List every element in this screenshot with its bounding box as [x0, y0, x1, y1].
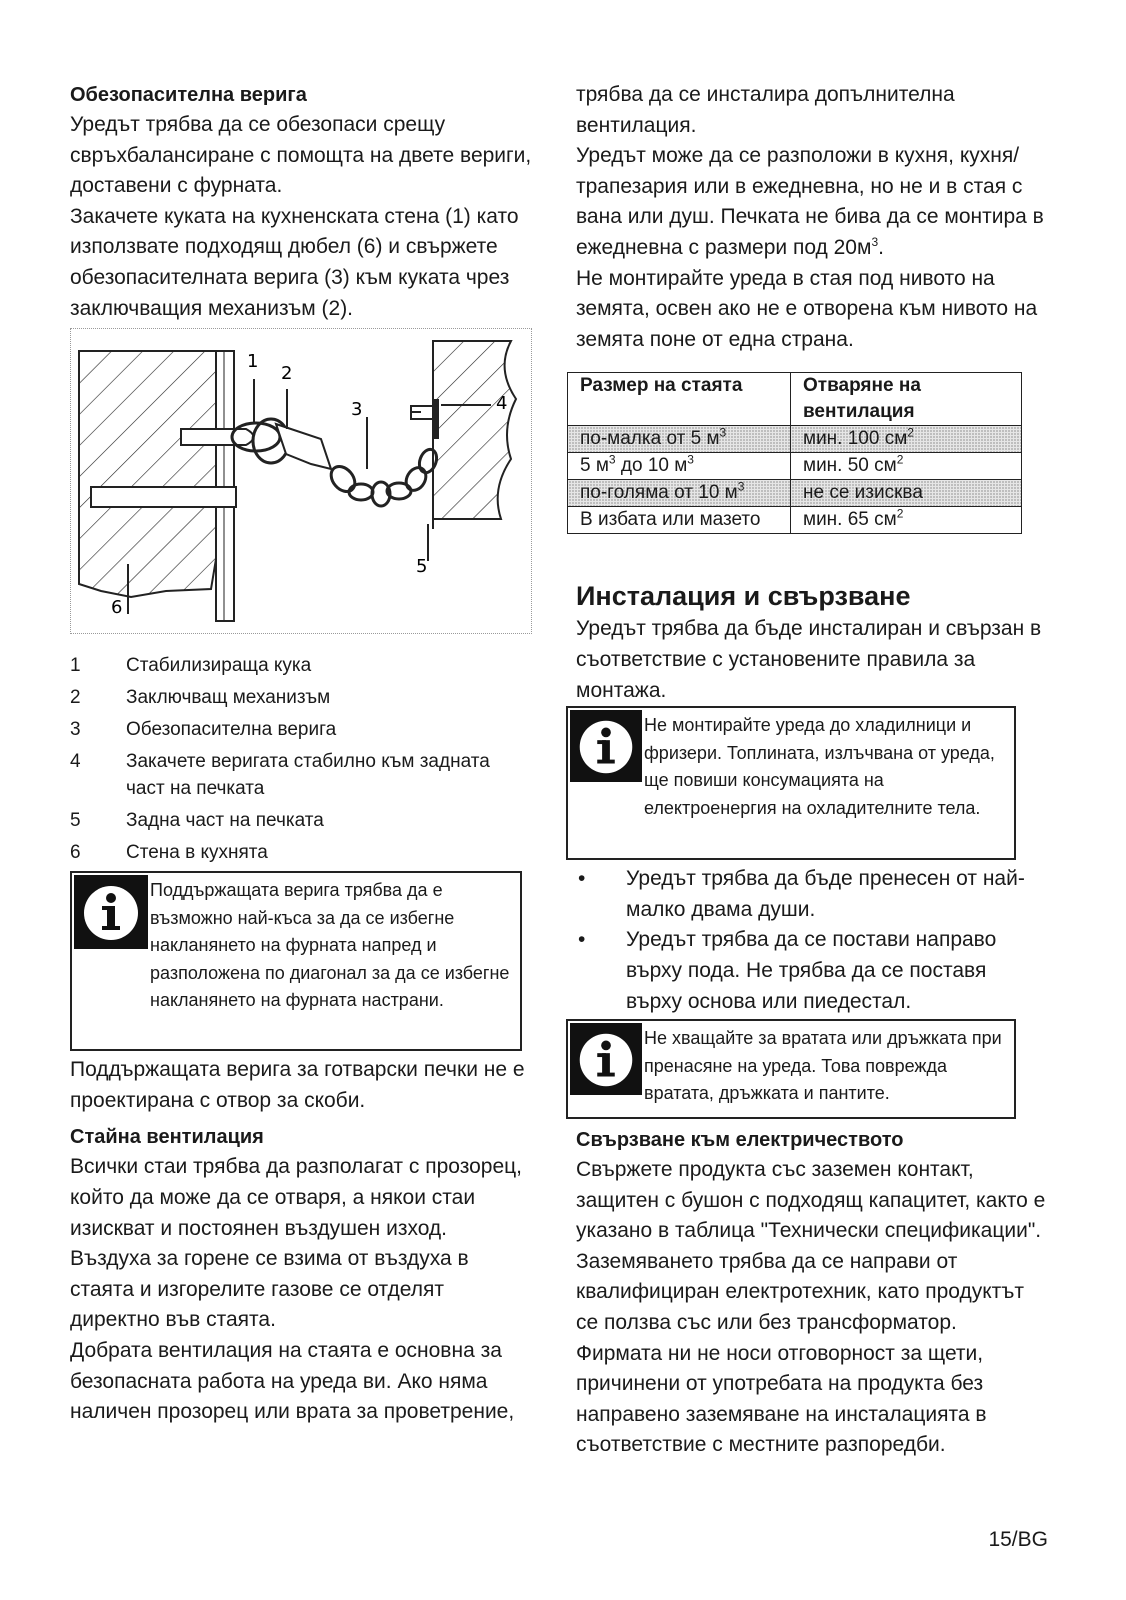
table-row — [568, 426, 1022, 453]
bullet-text: Уредът трябва да се постави направо върху пода. Не трябва да се поставя върху основа или пиедестал. — [626, 928, 997, 1013]
paragraph: Закачете куката на кухненската стена (1) като използвате подходящ дюбел (6) и свържете обезопасителната верига (3) към куката чрез заключващия механизъм (2). — [70, 204, 519, 320]
heading-installation: Инсталация и свързване — [576, 581, 911, 612]
paragraph: Свържете продукта със заземен контакт, защитен с бушон с подходящ капацитет, както е указано в таблица "Технически спецификации". Заземяването трябва да се направи от квалифициран електротехник, като продуктът се ползва със или без трансформатор. Фирмата ни не носи отговорност за щети, причинени от употребата на продукта без направено заземяване на инсталацията в съответствие с местните разпоредби. — [576, 1158, 1046, 1457]
table-row — [568, 507, 1022, 534]
legend-num: 3 — [70, 719, 81, 741]
table-cell: мин. 65 $см^2$ — [791, 507, 1022, 534]
paragraph: Всички стаи трябва да разполагат с прозорец, който да може да се отваря, а някои стаи изискват и постоянен въздушен изход. — [70, 1155, 522, 1240]
table-cell: В избата или мазето — [568, 507, 791, 534]
legend-num: 5 — [70, 810, 81, 832]
stove-back-shape — [433, 341, 516, 519]
heading-room-ventilation: Стайна вентилация — [70, 1126, 264, 1149]
legend-text: Задна част на печката — [126, 810, 324, 832]
fig-label-2: 2 — [281, 363, 293, 385]
info-box-chain — [70, 871, 522, 1051]
safety-chain-illustration — [71, 329, 531, 633]
table-row — [568, 453, 1022, 480]
table-cell: по-голяма от 10 $м^3$ — [568, 480, 791, 507]
info-icon — [570, 710, 642, 787]
info-box-door — [566, 1019, 1016, 1119]
info-icon — [74, 875, 148, 954]
dowel-shape — [91, 487, 236, 507]
legend-item — [70, 807, 532, 834]
left-column — [70, 80, 532, 1428]
paragraph: Уредът може да се разположи в кухня, кухня/трапезария или в ежедневна, но не и в стая с вана или душ. Печката не бива да се монтира в ежедневна с размери под $20м^3$. — [576, 144, 1044, 259]
table-header-row — [568, 373, 1022, 426]
info-text: Не монтирайте уреда до хладилници и фризери. Топлината, излъчвана от уреда, ще повиши консумацията на електроенергия на охладителните тела. — [644, 715, 995, 818]
heading-electrical-connection: Свързване към електричеството — [576, 1129, 904, 1152]
legend-text: Обезопасителна верига — [126, 719, 337, 741]
info-icon — [570, 1023, 642, 1100]
paragraph: Добрата вентилация на стаята е основна за безопасната работа на уреда ви. Ако няма наличен прозорец или врата за проветрение, — [70, 1338, 515, 1424]
legend-text: Стабилизираща кука — [126, 655, 312, 677]
paragraph: трябва да се инсталира допълнителна вентилация. — [576, 83, 955, 137]
lock-shape — [276, 424, 331, 469]
legend-text: Стена в кухнята — [126, 842, 268, 864]
right-column — [576, 80, 1046, 1461]
ventilation-table — [567, 372, 1022, 534]
fig-label-1: 1 — [247, 351, 259, 373]
fig-label-6: 6 — [111, 597, 123, 619]
kitchen-wall-shape — [79, 351, 216, 597]
info-text: Поддържащата верига трябва да е възможно най-къса за да се избегне накланянето на фурната напред и разположена по диагонал за да се избегне накланянето на фурната настрани. — [150, 880, 510, 1011]
table-header: Отваряне на вентилация — [791, 373, 1022, 426]
legend-text: Заключващ механизъм — [126, 687, 331, 709]
legend-item — [70, 652, 532, 679]
paragraph: Въздуха за горене се взима от въздуха в стаята и изгорелите газове се отделят директно във стаята. — [70, 1247, 469, 1332]
bullet-mark: • — [578, 928, 586, 952]
legend-num: 6 — [70, 842, 81, 864]
legend-num: 1 — [70, 655, 81, 677]
fig-label-3: 3 — [351, 399, 363, 421]
legend-text: Закачете веригата стабилно към задната част на печката — [126, 751, 490, 800]
legend-item — [70, 839, 532, 866]
bullet-mark: • — [578, 867, 586, 891]
safety-chain-figure — [70, 328, 532, 634]
table-row — [568, 480, 1022, 507]
info-text: Не хващайте за вратата или дръжката при пренасяне на уреда. Това поврежда вратата, дръжката и пантите. — [644, 1028, 1002, 1104]
chain-shape — [326, 447, 439, 506]
table-cell: мин. 100 $см^2$ — [791, 426, 1022, 453]
paragraph: Поддържащата верига за готварски печки не е проектирана с отвор за скоби. — [70, 1058, 525, 1112]
list-item — [576, 864, 1046, 925]
paragraph: Не монтирайте уреда в стая под нивото на земята, освен ако не е отворена към нивото на земята поне от една страна. — [576, 266, 1038, 351]
legend-num: 4 — [70, 751, 81, 773]
table-cell: по-малка от 5 $м^3$ — [568, 426, 791, 453]
paragraph: Уредът трябва да бъде инсталиран и свързан в съответствие с установените правила за монтажа. — [576, 617, 1042, 702]
info-box-fridge — [566, 706, 1016, 860]
legend-item — [70, 684, 532, 711]
fig-label-4: 4 — [496, 393, 508, 415]
paragraph: Уредът трябва да се обезопаси срещу свръхбалансиране с помощта на двете вериги, доставени с фурната. — [70, 113, 532, 198]
hook-shape — [181, 429, 254, 445]
legend-num: 2 — [70, 687, 81, 709]
bullet-list — [576, 864, 1046, 1017]
legend-item — [70, 716, 532, 743]
fig-label-5: 5 — [416, 556, 428, 578]
table-header: Размер на стаята — [568, 373, 791, 426]
list-item — [576, 925, 1046, 1017]
bullet-text: Уредът трябва да бъде пренесен от най-малко двама души. — [626, 867, 1025, 921]
legend-item — [70, 748, 532, 802]
table-cell: 5 $м^3$ до 10 $м^3$ — [568, 453, 791, 480]
table-cell: не се изисква — [791, 480, 1022, 507]
table-cell: мин. 50 $см^2$ — [791, 453, 1022, 480]
heading-safety-chain: Обезопасителна верига — [70, 84, 307, 106]
figure-legend — [70, 652, 532, 866]
page-number: 15/BG — [988, 1528, 1048, 1551]
